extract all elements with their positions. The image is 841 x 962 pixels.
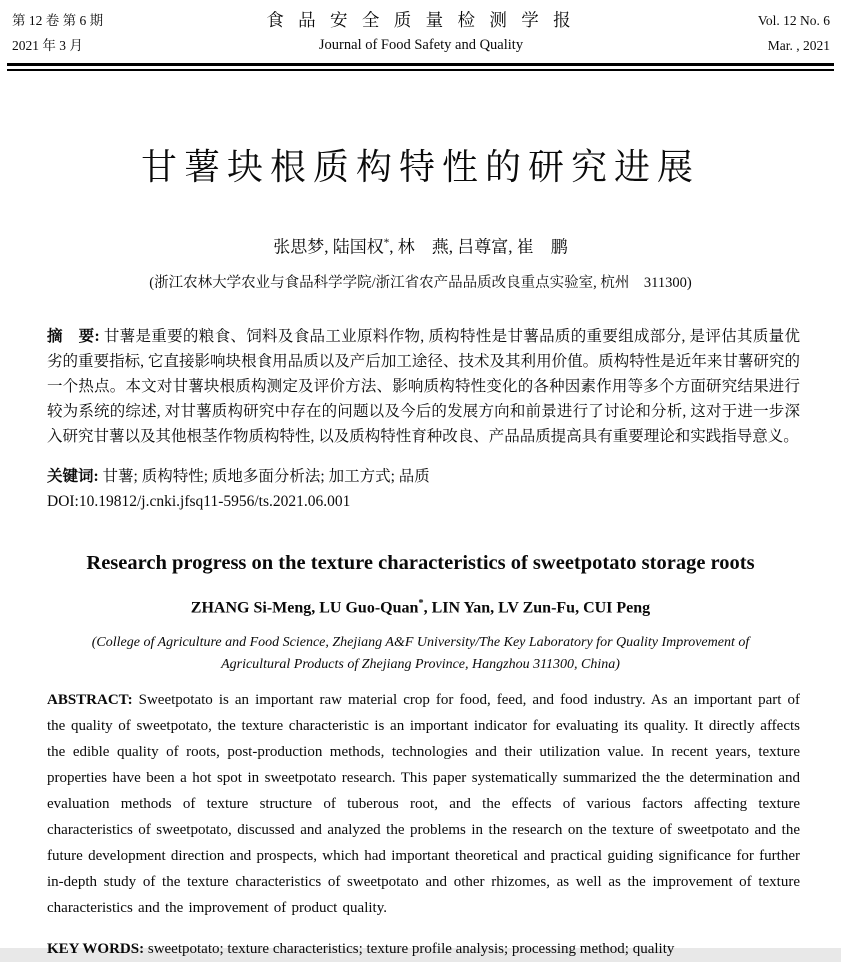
header-volume-issue-en: Vol. 12 No. 6 [757, 13, 830, 28]
header-right [680, 8, 830, 58]
header-date-en: Mar. , 2021 [767, 38, 830, 53]
corresponding-author-asterisk-en: * [418, 598, 424, 610]
affiliation-cn: (浙江农林大学农业与食品科学学院/浙江省农产品品质改良重点实验室, 杭州 311300) [149, 274, 692, 291]
header-date-cn: 2021 年 3 月 [12, 38, 83, 53]
journal-name-en: Journal of Food Safety and Quality [318, 37, 524, 53]
paper-title-en: Research progress on the texture characteristics of sweetpotato storage roots [86, 552, 755, 575]
authors-en-pre: ZHANG Si-Meng, LU Guo-Quan [190, 599, 419, 617]
abstract-text-en: Sweetpotato is an important raw material crop for food, feed, and food industry. As an important part of the quality of sweetpotato, the texture characteristic is an important indicator for evaluating its quality. It directly affects the edible quality of roots, post-production methods, technologies and their utilization value. In recent years, texture properties have been a hot spot in sweetpotato research. This paper systematically summarized the the determination and evaluation methods of texture structure of tuberous root, and the effects of various factors affecting texture characteristics of sweetpotato, discussed and analyzed the problems in the research on the texture of sweetpotato and the future development direction and prospects, which had important theoretical and practical guiding significance for further in-depth study of the texture characteristics of sweetpotato and other rhizomes, as well as the improvement of texture characteristics and the improvement of product quality. [47, 692, 800, 917]
keywords-label-cn: 关键词: [47, 468, 103, 486]
paper-title-cn: 甘薯块根质构特性的研究进展 [140, 147, 700, 187]
header-volume-issue-cn: 第 12 卷 第 6 期 [12, 13, 104, 28]
authors-en [0, 593, 841, 619]
doi-line: DOI:10.19812/j.cnki.jfsq11-5956/ts.2021.06.001 [47, 493, 351, 511]
keywords-cn [47, 464, 800, 489]
corresponding-author-asterisk-cn: * [383, 237, 390, 249]
header-center [162, 8, 680, 58]
abstract-label-en: ABSTRACT: [47, 692, 139, 709]
authors-en-post: , LIN Yan, LV Zun-Fu, CUI Peng [423, 599, 651, 617]
authors-cn-pre: 张思梦, 陆国权 [273, 237, 384, 257]
running-head [0, 0, 841, 58]
authors-cn [0, 231, 841, 260]
abstract-cn [47, 324, 800, 449]
keywords-label-en: KEY WORDS: [47, 941, 148, 958]
affiliation-en-line1: (College of Agriculture and Food Science, Zhejiang A&F University/The Key Laboratory for Quality Improvement of [91, 635, 750, 651]
authors-cn-post: , 林 燕, 吕尊富, 崔 鹏 [389, 237, 568, 257]
header-left [12, 8, 162, 58]
abstract-text-cn: 甘薯是重要的粮食、饲料及食品工业原料作物, 质构特性是甘薯品质的重要组成部分, 是评估其质量优劣的重要指标, 它直接影响块根食用品质以及产后加工途径、技术及其利用价值。质构特性是近年来甘薯研究的一个热点。本文对甘薯块根质构测定及评价方法、影响质构特性变化的各种因素作用等多个方面研究结果进行较为系统的综述, 对甘薯质构研究中存在的问题以及今后的发展方向和前景进行了讨论和分析, 这对于进一步深入研究甘薯以及其他根茎作物质构特性, 以及质构特性育种改良、产品品质提高具有重要理论和实践指导意义。 [47, 327, 800, 445]
keywords-en [47, 936, 800, 962]
header-double-rule [7, 63, 834, 71]
abstract-label-cn: 摘 要: [47, 327, 104, 345]
affiliation-en-line2: Agricultural Products of Zhejiang Province, Hangzhou 311300, China) [221, 657, 620, 673]
keywords-text-cn: 甘薯; 质构特性; 质地多面分析法; 加工方式; 品质 [102, 468, 430, 486]
keywords-text-en: sweetpotato; texture characteristics; texture profile analysis; processing method; quality [147, 941, 675, 958]
journal-name-cn: 食 品 安 全 质 量 检 测 学 报 [266, 10, 576, 30]
affiliation-en [0, 632, 841, 676]
abstract-en [47, 687, 800, 921]
